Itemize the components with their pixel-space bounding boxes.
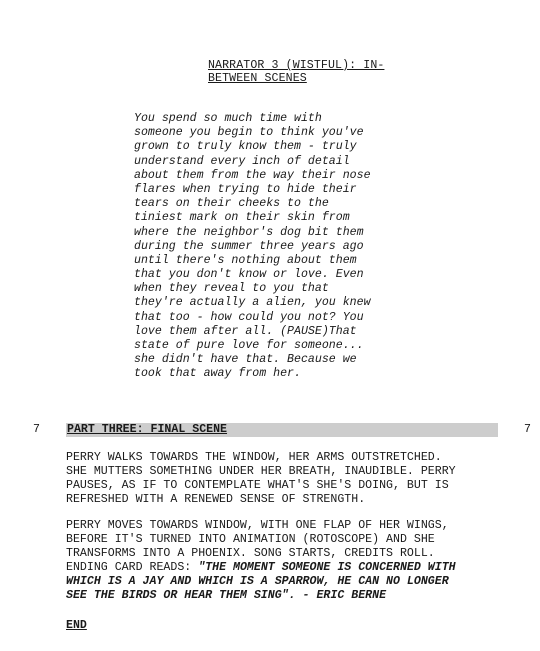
ending-card-quote: "THE MOMENT SOMEONE IS CONCERNED WITH WHICH IS A JAY AND WHICH IS A SPARROW, HE CAN NO LONGER SEE THE BIRDS OR HEAR THEM SING". - ERIC BERNE bbox=[66, 561, 456, 602]
action-paragraph-1: PERRY WALKS TOWARDS THE WINDOW, HER ARMS OUTSTRETCHED. SHE MUTTERS SOMETHING UNDER HER BREATH, INAUDIBLE. PERRY PAUSES, AS IF TO CONTEMPLATE WHAT'S SHE'S DOING, BUT IS REFRESHED WITH A RENEWED SENSE OF STRENGTH. bbox=[66, 451, 456, 506]
end-marker: END bbox=[66, 619, 87, 632]
action-paragraph-2 bbox=[66, 519, 506, 603]
dialogue-block: You spend so much time with someone you begin to think you've grown to truly know them - truly understand every inch of detail about them from the way their nose flares when trying to hide their tears on their cheeks to the tiniest mark on their skin from where the neighbor's dog bit them during the summer three years ago until there's nothing about them that you don't know or love. Even when they reveal to you that they're actually a alien, you knew that too - how could you not? You love them after all. (PAUSE)That state of pure love for someone... she didn't have that. Because we took that away from her. bbox=[134, 112, 371, 381]
scene-number-left: 7 bbox=[33, 423, 40, 436]
scene-number-right: 7 bbox=[524, 423, 531, 436]
scene-heading: PART THREE: FINAL SCENE bbox=[67, 423, 228, 436]
character-heading: NARRATOR 3 (WISTFUL): IN- BETWEEN SCENES bbox=[208, 59, 385, 85]
action-paragraph-2-text: PERRY MOVES TOWARDS WINDOW, WITH ONE FLAP OF HER WINGS, BEFORE IT'S TURNED INTO ANIMATION (ROTOSCOPE) AND SHE TRANSFORMS INTO A PHOENIX. SONG STARTS, CREDITS ROLL. ENDING CARD READS: bbox=[66, 519, 449, 574]
